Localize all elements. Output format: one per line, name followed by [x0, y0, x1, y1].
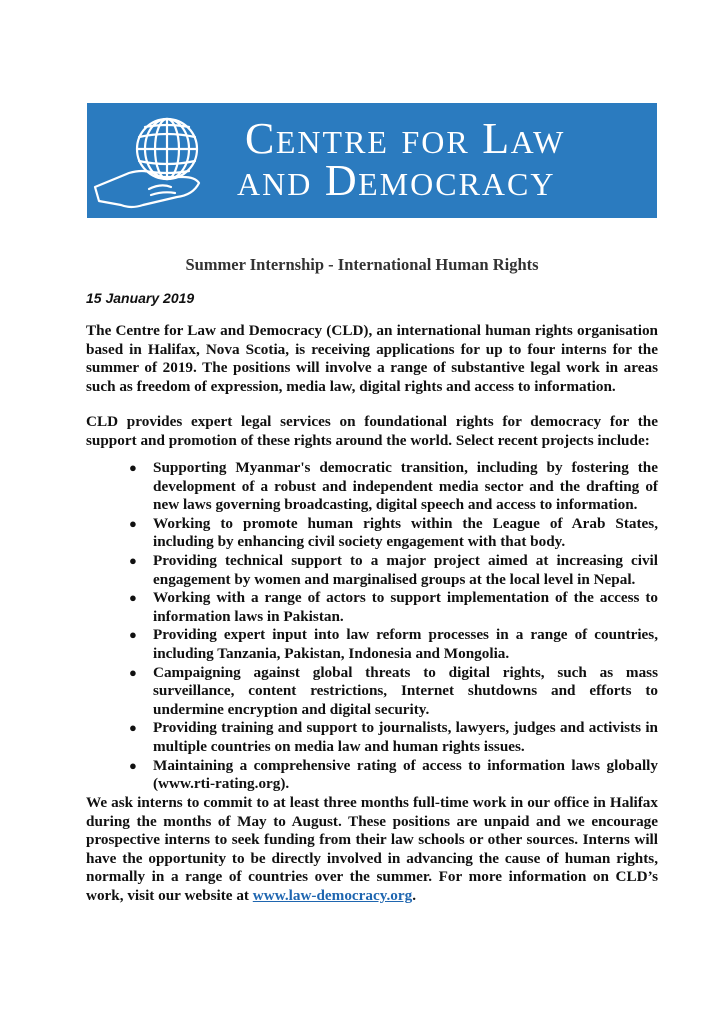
list-item [86, 515, 658, 552]
closing-paragraph-text: We ask interns to commit to at least three months full-time work in our office in Halifax during the months of May to August. These positions are unpaid and we encourage prospective interns to seek funding from their law schools or other sources. Interns will have the opportunity to be directly involved in advancing the cause of human rights, normally in a range of countries over the summer. For more information on CLD’s work, visit our website at [86, 794, 658, 904]
bullet-icon: ● [129, 590, 137, 606]
list-item [86, 664, 658, 720]
closing-period: . [412, 886, 417, 904]
bullet-icon: ● [129, 664, 137, 680]
list-item-text: Working with a range of actors to support implementation of the access to information laws in Pakistan. [153, 589, 658, 625]
closing-paragraph [86, 794, 658, 906]
projects-list [86, 459, 658, 794]
brand-word-and: AND [237, 166, 313, 202]
document-title: Summer Internship - International Human Rights [185, 255, 539, 274]
list-item [86, 589, 658, 626]
header-banner [87, 103, 657, 218]
list-item-text: Campaigning against global threats to digital rights, such as mass surveillance, content restrictions, Internet shutdowns and efforts to undermine encryption and digital security. [153, 663, 658, 718]
services-paragraph: CLD provides expert legal services on foundational rights for democracy for the support and promotion of these rights around the world. Select recent projects include: [86, 413, 658, 449]
list-item [86, 459, 658, 515]
list-item [86, 552, 658, 589]
brand-name-line2 [237, 156, 556, 205]
list-item-text: Providing technical support to a major project aimed at increasing civil engagement by women and marginalised groups at the local level in Nepal. [153, 551, 658, 588]
bullet-icon: ● [129, 627, 137, 643]
list-item-text: Maintaining a comprehensive rating of access to information laws globally (www.rti-rating.org). [153, 756, 658, 793]
brand-word-centre: ENTRE [275, 124, 389, 160]
bullet-icon: ● [129, 757, 137, 773]
bullet-icon: ● [129, 720, 137, 736]
bullet-icon: ● [129, 515, 137, 531]
list-item [86, 626, 658, 663]
document-date: 15 January 2019 [86, 290, 195, 306]
bullet-icon: ● [129, 460, 137, 475]
brand-word-law: AW [510, 124, 566, 160]
list-item-text: Working to promote human rights within the League of Arab States, including by enhancing civil society engagement with that body. [153, 514, 658, 551]
globe-in-hand-icon [91, 109, 209, 213]
intro-paragraph: The Centre for Law and Democracy (CLD), an international human rights organisation based in Halifax, Nova Scotia, is receiving applications for up to four interns for the summer of 2019. The positions will involve a range of substantive legal work in areas such as freedom of expression, media law, digital rights and access to information. [86, 322, 658, 395]
list-item-text: Supporting Myanmar's democratic transition, including by fostering the development of a robust and independent media sector and the drafting of new laws governing broadcasting, digital speech and access to information. [153, 459, 658, 514]
list-item [86, 757, 658, 794]
brand-word-for: FOR [401, 124, 470, 160]
brand-word-democracy: EMOCRACY [358, 166, 556, 202]
website-link[interactable]: www.law-democracy.org [252, 886, 413, 904]
brand-name-line1 [245, 114, 566, 163]
list-item-text: Providing training and support to journalists, lawyers, judges and activists in multiple countries on media law and human rights issues. [153, 719, 658, 755]
list-item [86, 719, 658, 756]
brand-letter: L [482, 114, 511, 163]
list-item-text: Providing expert input into law reform processes in a range of countries, including Tanzania, Pakistan, Indonesia and Mongolia. [153, 626, 658, 662]
brand-letter: C [245, 114, 276, 163]
brand-letter: D [324, 156, 359, 205]
bullet-icon: ● [129, 552, 137, 568]
